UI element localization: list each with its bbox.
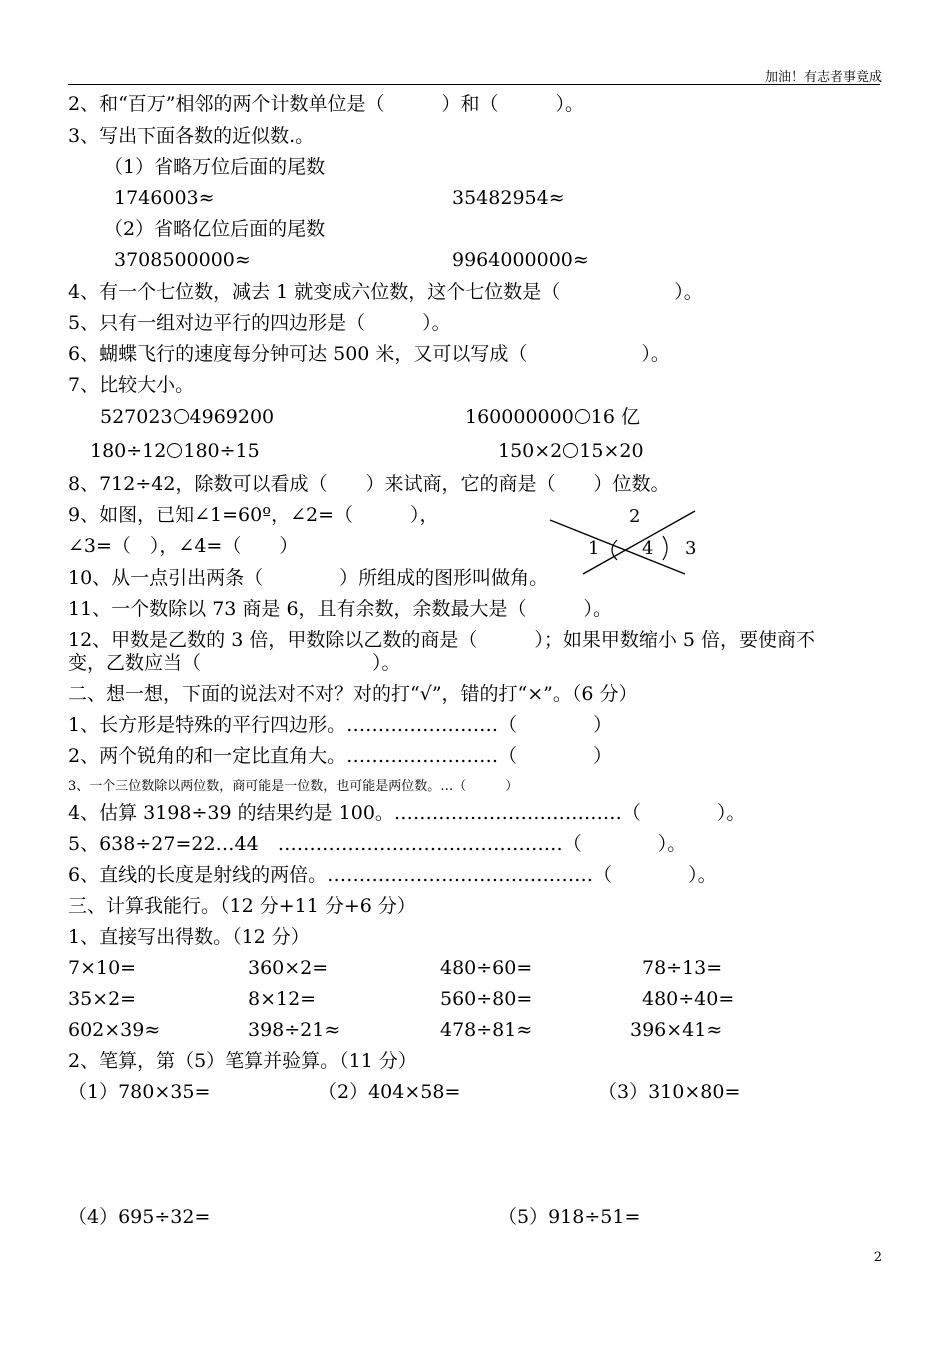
question-3-sub2: （2）省略亿位后面的尾数: [104, 218, 326, 240]
written-calc-5: （5）918÷51=: [498, 1206, 641, 1228]
compare-circle[interactable]: [167, 443, 182, 458]
judge-item-3: 3、一个三位数除以两位数，商可能是一位数，也可能是两位数。…（ ）: [68, 779, 519, 794]
calc-r1-c3: 480÷60=: [440, 957, 533, 979]
page-number: 2: [873, 1250, 882, 1265]
calc-r2-c1: 35×2=: [68, 988, 137, 1010]
section-3-title: 三、计算我能行。（12 分+11 分+6 分）: [68, 895, 416, 917]
part-2-title: 2、笔算，第（5）笔算并验算。（11 分）: [68, 1050, 417, 1072]
question-4: 4、有一个七位数，减去 1 就变成六位数，这个七位数是（ ）。: [68, 281, 703, 303]
question-9-line2: ∠3=（ ），∠4=（ ）: [68, 535, 299, 557]
header-motto: 加油！有志者事竟成: [764, 70, 882, 85]
question-7-title: 7、比较大小。: [68, 374, 195, 396]
header-rule: [68, 84, 880, 85]
question-9-line1: 9、如图，已知∠1=60º，∠2=（ ），: [68, 504, 439, 526]
judge-item-4: 4、估算 3198÷39 的结果约是 100。………………………………（ ）。: [68, 802, 746, 824]
question-11: 11、一个数除以 73 商是 6，且有余数，余数最大是（ ）。: [68, 598, 613, 620]
section-2-title: 二、想一想，下面的说法对不对？对的打“√”，错的打“×”。（6 分）: [68, 683, 638, 705]
calc-r2-c3: 560÷80=: [440, 988, 533, 1010]
question-12-line2: 变，乙数应当（ ）。: [68, 652, 401, 674]
part-1-title: 1、直接写出得数。（12 分）: [68, 926, 310, 948]
question-6: 6、蝴蝶飞行的速度每分钟可达 500 米，又可以写成（ ）。: [68, 343, 670, 365]
question-3-a: 1746003≈: [114, 187, 215, 209]
judge-item-5: 5、638÷27=22…44 ………………………………………（ ）。: [68, 833, 687, 855]
written-calc-3: （3）310×80=: [598, 1081, 741, 1103]
calc-r3-c4: 396×41≈: [630, 1019, 723, 1041]
judge-item-2: 2、两个锐角的和一定比直角大。……………………（ ）: [68, 745, 613, 767]
question-3-sub1: （1）省略万位后面的尾数: [104, 156, 326, 178]
question-3-d: 9964000000≈: [452, 249, 589, 271]
calc-r2-c2: 8×12=: [248, 988, 317, 1010]
question-10: 10、从一点引出两条（ ）所组成的图形叫做角。: [68, 567, 549, 589]
question-12-line1: 12、甲数是乙数的 3 倍，甲数除以乙数的商是（ ）；如果甲数缩小 5 倍，要使商不: [68, 629, 816, 651]
calc-r3-c1: 602×39≈: [68, 1019, 161, 1041]
compare-d: 150×2 15×20: [498, 440, 644, 462]
compare-b: 160000000 16 亿: [465, 406, 641, 428]
compare-circle[interactable]: [174, 409, 189, 424]
compare-a: 527023 4969200: [100, 406, 275, 428]
angle-label-3: 3: [685, 538, 697, 559]
calc-r2-c4: 480÷40=: [642, 988, 735, 1010]
angle-label-1: 1: [588, 538, 600, 559]
calc-r1-c1: 7×10=: [68, 957, 137, 979]
calc-r1-c2: 360×2=: [248, 957, 329, 979]
compare-c: 180÷12 180÷15: [90, 440, 260, 462]
question-2: 2、和“百万”相邻的两个计数单位是（ ）和（ ）。: [68, 93, 585, 115]
compare-circle[interactable]: [575, 409, 590, 424]
written-calc-1: （1）780×35=: [68, 1081, 211, 1103]
angle-label-4: 4: [642, 538, 654, 559]
question-5: 5、只有一组对边平行的四边形是（ ）。: [68, 312, 451, 334]
judge-item-1: 1、长方形是特殊的平行四边形。……………………（ ）: [68, 714, 613, 736]
calc-r1-c4: 78÷13=: [642, 957, 723, 979]
calc-r3-c3: 478÷81≈: [440, 1019, 533, 1041]
question-3-b: 35482954≈: [452, 187, 565, 209]
calc-r3-c2: 398÷21≈: [248, 1019, 341, 1041]
question-8: 8、712÷42，除数可以看成（ ）来试商，它的商是（ ）位数。: [68, 473, 670, 495]
angle-figure: [545, 508, 705, 578]
judge-item-6: 6、直线的长度是射线的两倍。……………………………………（ ）。: [68, 864, 717, 886]
written-calc-4: （4）695÷32=: [68, 1206, 211, 1228]
question-3-c: 3708500000≈: [114, 249, 251, 271]
compare-circle[interactable]: [563, 443, 578, 458]
written-calc-2: （2）404×58=: [318, 1081, 461, 1103]
question-3-title: 3、写出下面各数的近似数.。: [68, 125, 315, 147]
angle-arc-right: [663, 536, 667, 560]
angle-label-2: 2: [629, 508, 641, 527]
